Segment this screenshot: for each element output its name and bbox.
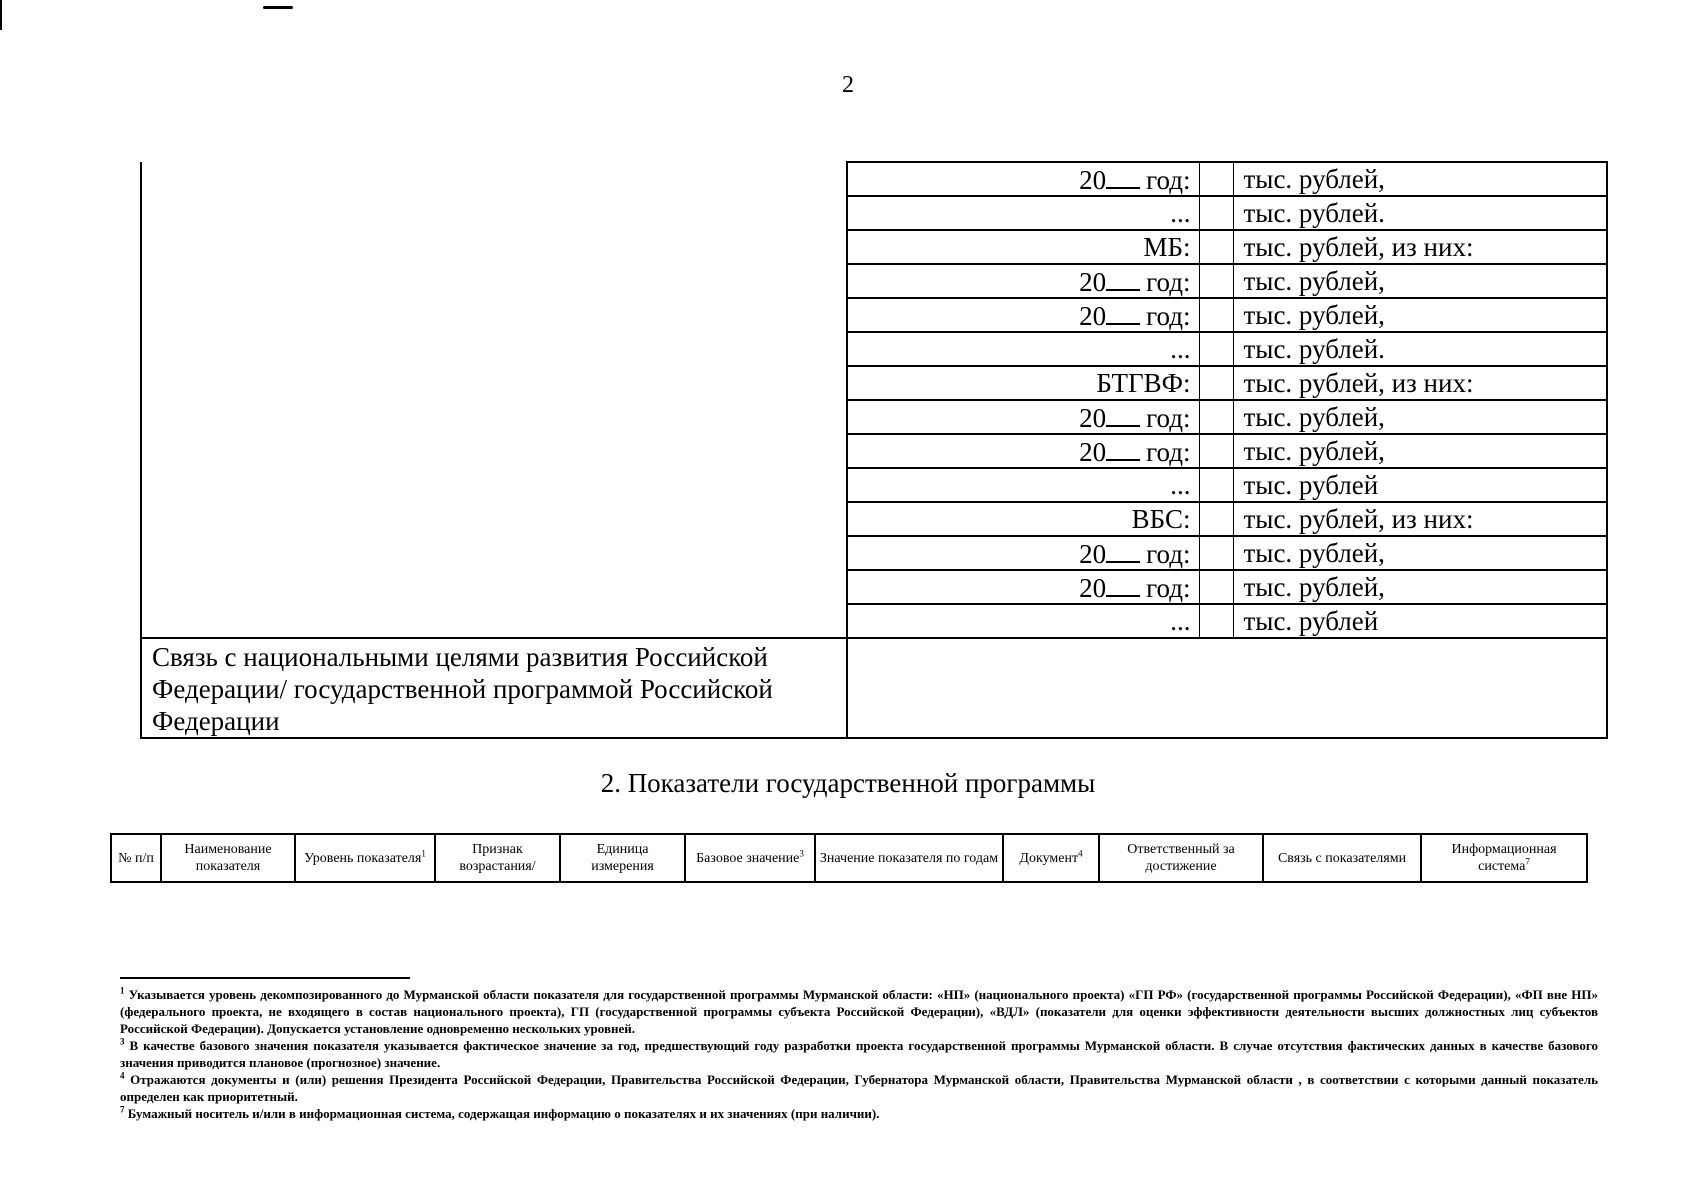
unit-cell: тыс. рублей, [1233,400,1607,434]
unit-cell: тыс. рублей, [1233,162,1607,196]
amount-cell [1199,162,1233,196]
unit-cell: тыс. рублей, [1233,570,1607,604]
unit-cell: тыс. рублей, [1233,434,1607,468]
footnote: $^3$ В качестве базового значения показателя указывается фактическое значение за год, предшествующий году разработки проекта государственной программы Мурманской области. В случае отсутствия фактических данных в качестве базового значения приводится плановое (прогнозное) значение. [120,1036,1598,1070]
footnotes [120,986,1598,1122]
national-goals-value [847,638,1607,738]
source-label: МБ: [1143,232,1191,262]
year-suffix: год: [1146,165,1191,195]
indicator-header-cell: Базовое значение$^3$ [685,834,815,882]
amount-cell [1199,434,1233,468]
unit-cell: тыс. рублей [1233,604,1607,638]
year-blank [1106,265,1140,291]
year-prefix: 20 [1079,573,1107,603]
national-goals-row [141,638,1607,738]
finance-source-cell [847,434,1199,468]
unit-cell: тыс. рублей, из них: [1233,366,1607,400]
year-blank [1106,571,1140,597]
scan-artifact-top [263,6,293,9]
source-label: БТГВФ: [1096,368,1191,398]
year-blank [1106,435,1140,461]
scan-artifact-left [0,0,2,30]
source-label: ... [1170,334,1191,364]
finance-source-cell [847,502,1199,536]
year-suffix: год: [1146,573,1191,603]
amount-cell [1199,366,1233,400]
finance-source-cell [847,298,1199,332]
footnote: $^7$ Бумажный носитель и/или в информационная система, содержащая информацию о показателях и их значениях (при наличии). [120,1104,880,1121]
finance-source-cell [847,366,1199,400]
indicator-header-cell: Признак возрастания/ [435,834,560,882]
footnote: $^4$ Отражаются документы и (или) решения Президента Российской Федерации, Правительства Российской Федерации, Губернатора Мурманской области, Правительства Мурманской области , в соответствии с которыми данный показатель определен как приоритетный. [120,1070,1598,1104]
indicator-header-cell: Документ$^4$ [1003,834,1099,882]
unit-cell: тыс. рублей, из них: [1233,502,1607,536]
indicator-header-cell: Единица измерения [560,834,685,882]
amount-cell [1199,468,1233,502]
source-label: ... [1170,606,1191,636]
footnote: $^1$ Указывается уровень декомпозированного до Мурманской области показателя для государственной программы Мурманской области: «НП» (национального проекта) «ГП РФ» (государственной программы Российской Федерации), «ФП вне НП» (федерального проекта, не входящего в состав национального проекта), ГП (государственной программы субъекта Российской Федерации), «ВДЛ» (показатели для оценки эффективности деятельности высших должностных лиц субъектов Российской Федерации). Допускается установление одновременно нескольких уровней. [120,985,1598,1036]
source-label: ВБС: [1131,504,1191,534]
finance-label-cell [141,162,847,638]
amount-cell [1199,604,1233,638]
amount-cell [1199,570,1233,604]
page-number: 2 [842,72,854,98]
unit-cell: тыс. рублей, [1233,298,1607,332]
finance-source-cell [847,468,1199,502]
year-blank [1106,163,1140,189]
unit-cell: тыс. рублей [1233,468,1607,502]
indicator-header-cell: № п/п [111,834,161,882]
finance-table [140,161,1608,739]
year-suffix: год: [1146,437,1191,467]
unit-cell: тыс. рублей. [1233,332,1607,366]
unit-cell: тыс. рублей, из них: [1233,230,1607,264]
finance-source-cell [847,332,1199,366]
source-label: ... [1170,470,1191,500]
finance-source-cell [847,162,1199,196]
amount-cell [1199,332,1233,366]
indicators-table [110,833,1588,883]
amount-cell [1199,264,1233,298]
year-blank [1106,537,1140,563]
year-suffix: год: [1146,267,1191,297]
finance-source-cell [847,264,1199,298]
indicator-header-cell: Ответственный за достижение [1099,834,1263,882]
finance-source-cell [847,570,1199,604]
amount-cell [1199,298,1233,332]
finance-source-cell [847,400,1199,434]
source-label: ... [1170,198,1191,228]
unit-cell: тыс. рублей, [1233,264,1607,298]
year-prefix: 20 [1079,301,1107,331]
year-suffix: год: [1146,539,1191,569]
footnote-separator [120,977,410,979]
amount-cell [1199,230,1233,264]
section-title: 2. Показатели государственной программы [600,768,1096,798]
indicator-header-cell: Значение показателя по годам [815,834,1003,882]
unit-cell: тыс. рублей, [1233,536,1607,570]
finance-source-cell [847,536,1199,570]
finance-row [141,162,1607,196]
year-prefix: 20 [1079,267,1107,297]
indicator-header-cell: Связь с показателями [1263,834,1421,882]
indicator-header-cell: Наименование показателя [161,834,295,882]
finance-source-cell [847,230,1199,264]
amount-cell [1199,536,1233,570]
indicator-header-cell: Уровень показателя$^1$ [295,834,435,882]
indicator-header-cell: Информационная система$^7$ [1421,834,1587,882]
year-suffix: год: [1146,403,1191,433]
year-blank [1106,299,1140,325]
finance-source-cell [847,604,1199,638]
year-prefix: 20 [1079,165,1107,195]
year-suffix: год: [1146,301,1191,331]
finance-source-cell [847,196,1199,230]
national-goals-label: Связь с национальными целями развития Российской Федерации/ государственной программой Российской Федерации [141,638,847,738]
amount-cell [1199,400,1233,434]
amount-cell [1199,502,1233,536]
year-prefix: 20 [1079,437,1107,467]
year-blank [1106,401,1140,427]
year-prefix: 20 [1079,403,1107,433]
unit-cell: тыс. рублей. [1233,196,1607,230]
year-prefix: 20 [1079,539,1107,569]
amount-cell [1199,196,1233,230]
